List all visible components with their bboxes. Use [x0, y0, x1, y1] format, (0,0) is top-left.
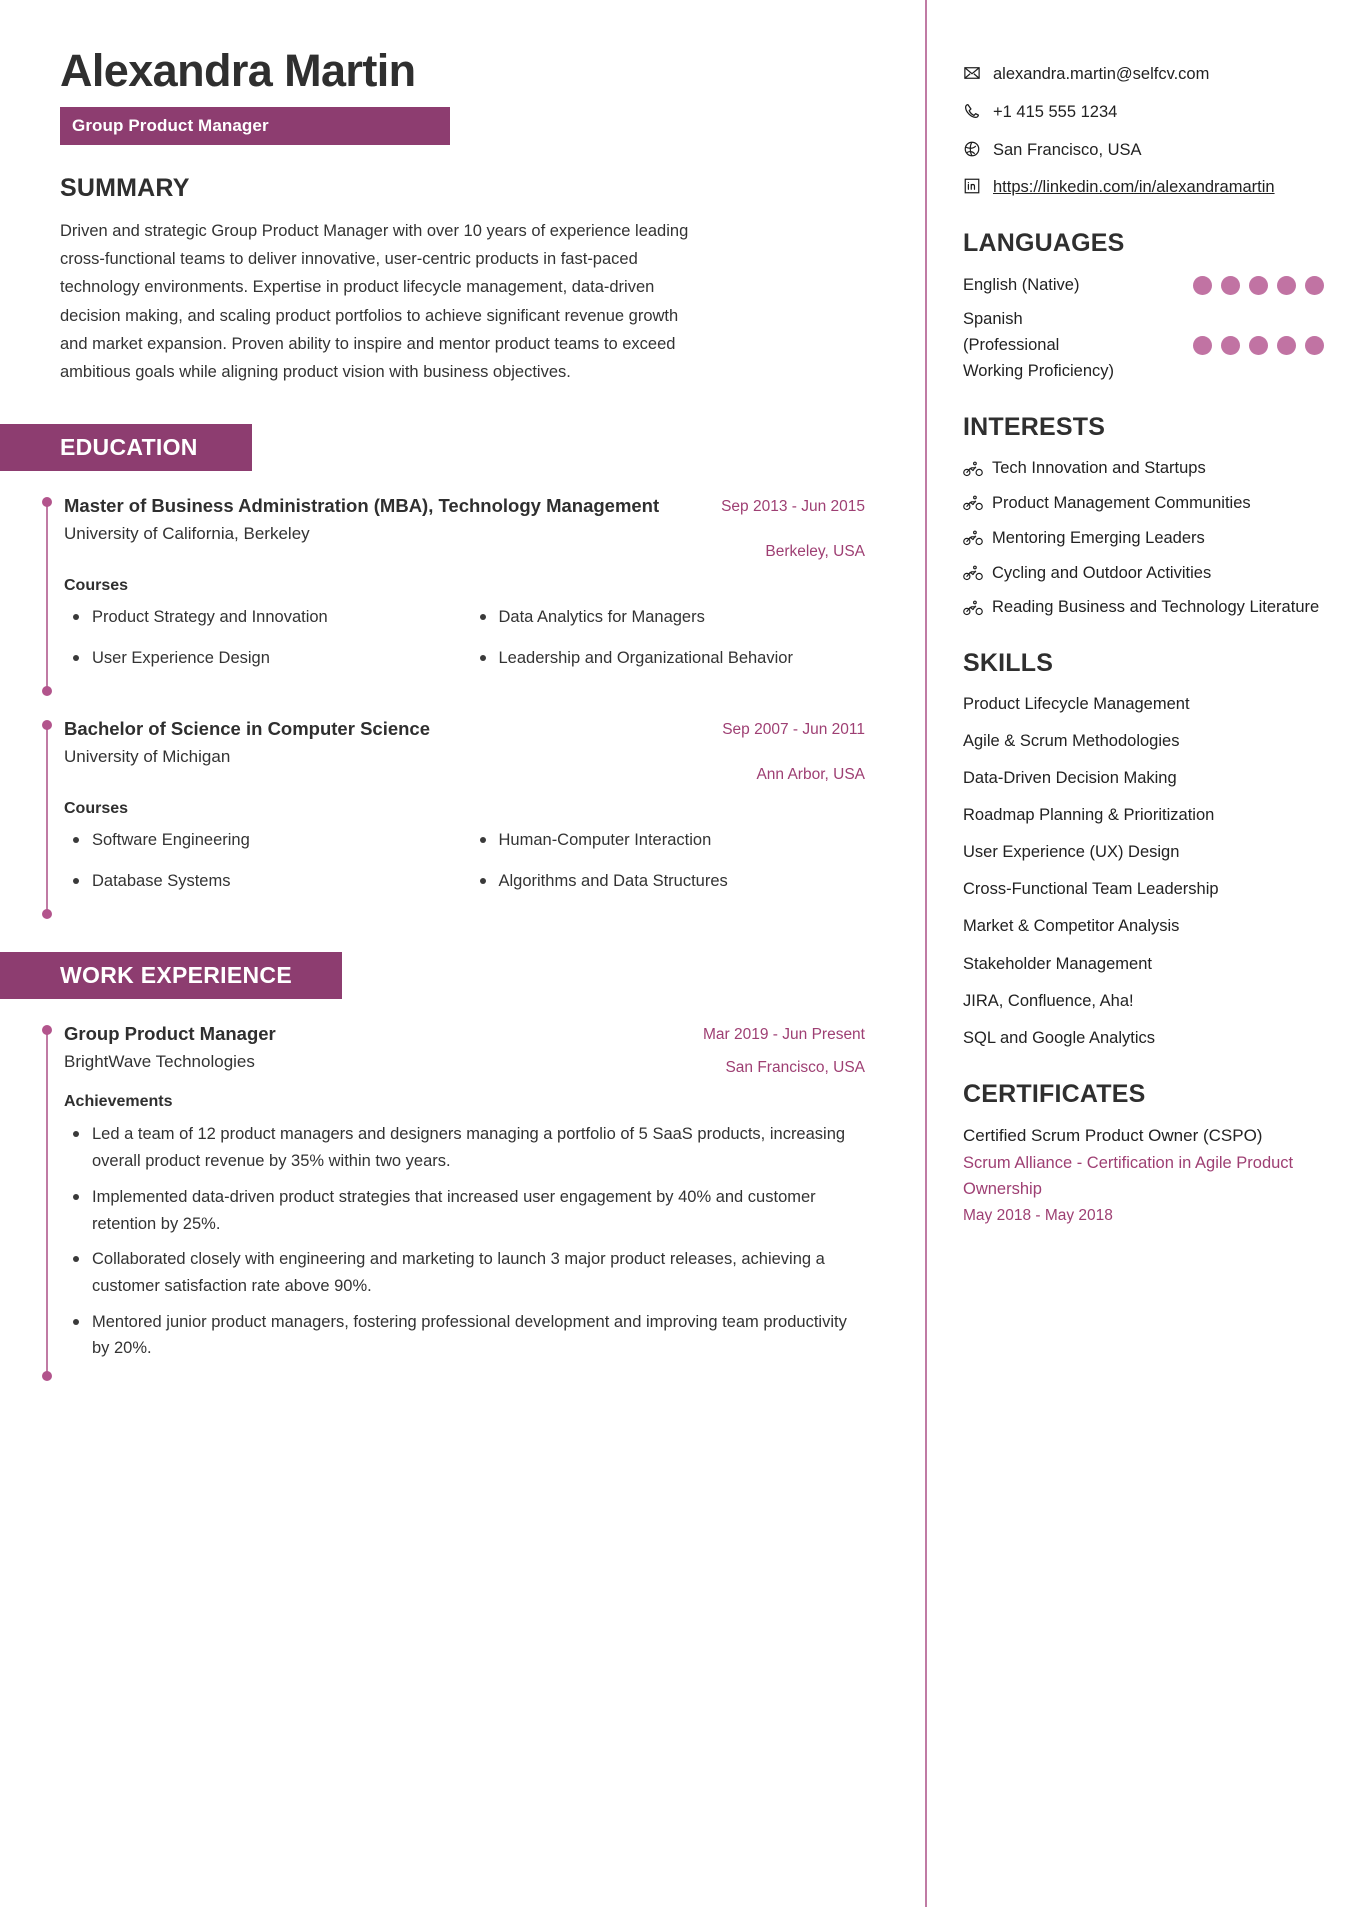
interest-item — [963, 491, 1324, 516]
language-level-dot — [1221, 336, 1240, 355]
skill-item: Roadmap Planning & Prioritization — [963, 806, 1215, 825]
skill-item: Product Lifecycle Management — [963, 695, 1190, 713]
skill-item: Data-Driven Decision Making — [963, 769, 1177, 788]
skill-item: Agile & Scrum Methodologies — [963, 732, 1180, 751]
globe-icon — [963, 140, 983, 160]
work-entry — [46, 1021, 865, 1377]
languages-heading: LANGUAGES — [963, 229, 1125, 257]
language-level — [1185, 276, 1324, 295]
timeline-dot-end — [42, 1371, 52, 1381]
education-location: Ann Arbor, USA — [756, 765, 865, 783]
skill-item: Market & Competitor Analysis — [963, 917, 1180, 936]
bicycle-icon — [963, 565, 983, 581]
education-entry — [46, 716, 865, 915]
certificate-title: Certified Scrum Product Owner (CSPO) — [963, 1125, 1263, 1145]
skill-item: User Experience (UX) Design — [963, 843, 1180, 862]
job-role: Group Product Manager — [64, 1022, 276, 1044]
timeline-dot-start — [42, 1025, 52, 1035]
timeline-dot-end — [42, 686, 52, 696]
education-heading: EDUCATION — [0, 424, 252, 471]
courses-label: Courses — [64, 800, 129, 818]
contact-item — [963, 138, 1324, 163]
skills-list — [963, 692, 1324, 1051]
timeline-dot-start — [42, 720, 52, 730]
language-level-dot — [1277, 336, 1296, 355]
language-level-dot — [1249, 336, 1268, 355]
timeline-line — [46, 1029, 48, 1377]
language-row — [963, 272, 1324, 298]
interest-label: Tech Innovation and Startups — [992, 459, 1206, 478]
interest-item — [963, 561, 1324, 586]
contact-item — [963, 62, 1324, 87]
bicycle-icon — [963, 461, 983, 477]
certificate-date: May 2018 - May 2018 — [963, 1207, 1113, 1225]
language-level-dot — [1221, 276, 1240, 295]
interest-item — [963, 526, 1324, 551]
certificate-issuer: Scrum Alliance - Certification in Agile Product Ownership — [963, 1154, 1294, 1198]
page-title: Alexandra Martin — [60, 45, 416, 96]
contact-text[interactable]: https://linkedin.com/in/alexandramartin — [993, 178, 1275, 197]
language-name: English (Native) — [963, 276, 1080, 294]
achievement-item: Implemented data-driven product strategies that increased user engagement by 40% and customer retention by 25%. — [64, 1184, 865, 1237]
envelope-icon — [963, 64, 983, 84]
contact-text: San Francisco, USA — [993, 140, 1142, 159]
interest-label: Mentoring Emerging Leaders — [992, 528, 1205, 547]
education-entry — [46, 493, 865, 692]
skill-item: JIRA, Confluence, Aha! — [963, 991, 1134, 1010]
certificate-item — [963, 1123, 1324, 1228]
bicycle-icon — [963, 495, 983, 511]
degree-title: Master of Business Administration (MBA), Technology Management — [64, 494, 660, 516]
education-location: Berkeley, USA — [765, 542, 865, 560]
school-name: University of California, Berkeley — [64, 524, 310, 544]
language-level-dot — [1277, 276, 1296, 295]
language-level-dot — [1305, 336, 1324, 355]
achievement-item: Led a team of 12 product managers and designers managing a portfolio of 5 SaaS products, increasing overall product revenue by 35% within two years. — [64, 1121, 865, 1174]
timeline-dot-start — [42, 497, 52, 507]
timeline-line — [46, 724, 48, 915]
skills-heading: SKILLS — [963, 649, 1054, 677]
work-heading: WORK EXPERIENCE — [0, 952, 342, 999]
certificates-list — [963, 1123, 1324, 1228]
course-item: User Experience Design — [64, 645, 459, 672]
education-list — [0, 493, 865, 915]
job-title-badge: Group Product Manager — [60, 107, 450, 145]
courses-label: Courses — [64, 577, 129, 595]
course-item: Software Engineering — [64, 827, 459, 854]
school-name: University of Michigan — [64, 747, 231, 767]
language-level-dot — [1305, 276, 1324, 295]
interest-label: Cycling and Outdoor Activities — [992, 563, 1212, 582]
language-row — [963, 306, 1324, 384]
course-item: Leadership and Organizational Behavior — [471, 645, 866, 672]
phone-icon — [963, 102, 983, 122]
timeline-dot-end — [42, 909, 52, 919]
linkedin-icon — [963, 177, 983, 197]
interests-heading: INTERESTS — [963, 413, 1106, 442]
course-item: Algorithms and Data Structures — [471, 868, 866, 895]
achievement-item: Mentored junior product managers, fostering professional development and improving team productivity by 20%. — [64, 1309, 865, 1362]
contact-text: +1 415 555 1234 — [993, 102, 1118, 121]
course-item: Database Systems — [64, 868, 459, 895]
language-level-dot — [1193, 336, 1212, 355]
interest-label: Reading Business and Technology Literature — [992, 598, 1320, 617]
degree-title: Bachelor of Science in Computer Science — [64, 717, 430, 739]
achievements-list — [64, 1121, 865, 1362]
interest-item — [963, 595, 1324, 620]
languages-list — [963, 272, 1324, 384]
certificates-heading: CERTIFICATES — [963, 1079, 1146, 1108]
language-level — [1185, 336, 1324, 355]
skill-item: Stakeholder Management — [963, 954, 1152, 973]
interests-list — [963, 456, 1324, 620]
contact-list — [963, 62, 1324, 200]
summary-heading: SUMMARY — [60, 173, 190, 202]
course-item: Product Strategy and Innovation — [64, 604, 459, 631]
skill-item: Cross-Functional Team Leadership — [963, 880, 1219, 899]
achievement-item: Collaborated closely with engineering and marketing to launch 3 major product releases, achieving a customer satisfaction rate above 90%. — [64, 1246, 865, 1299]
sidebar — [925, 0, 1350, 1907]
contact-item[interactable] — [963, 175, 1324, 200]
interest-label: Product Management Communities — [992, 494, 1251, 512]
language-name: Spanish (Professional Working Proficiency) — [963, 310, 1114, 381]
bicycle-icon — [963, 530, 983, 546]
language-level-dot — [1249, 276, 1268, 295]
language-level-dot — [1193, 276, 1212, 295]
education-dates: Sep 2007 - Jun 2011 — [722, 720, 865, 738]
achievements-label: Achievements — [64, 1093, 173, 1111]
bicycle-icon — [963, 600, 983, 616]
work-location: San Francisco, USA — [725, 1058, 865, 1076]
company-name: BrightWave Technologies — [64, 1052, 255, 1072]
education-dates: Sep 2013 - Jun 2015 — [721, 497, 865, 515]
skill-item: SQL and Google Analytics — [963, 1028, 1156, 1047]
courses-grid — [64, 827, 865, 908]
contact-text: alexandra.martin@selfcv.com — [993, 65, 1210, 83]
timeline-line — [46, 501, 48, 692]
work-list — [0, 1021, 865, 1377]
interest-item — [963, 456, 1324, 481]
contact-item — [963, 100, 1324, 125]
course-item: Human-Computer Interaction — [471, 827, 866, 854]
course-item: Data Analytics for Managers — [471, 604, 866, 631]
work-dates: Mar 2019 - Jun Present — [703, 1025, 865, 1043]
courses-grid — [64, 604, 865, 685]
summary-text: Driven and strategic Group Product Manager with over 10 years of experience leading cross-functional teams to deliver innovative, user-centric products in fast-paced technology environments. Expertise in product lifecycle management, data-driven decision making, and scaling product portfolios to achieve significant revenue growth and market expansion. Proven ability to inspire and mentor product teams to exceed ambitious goals while aligning product vision with business objectives. — [60, 221, 689, 382]
